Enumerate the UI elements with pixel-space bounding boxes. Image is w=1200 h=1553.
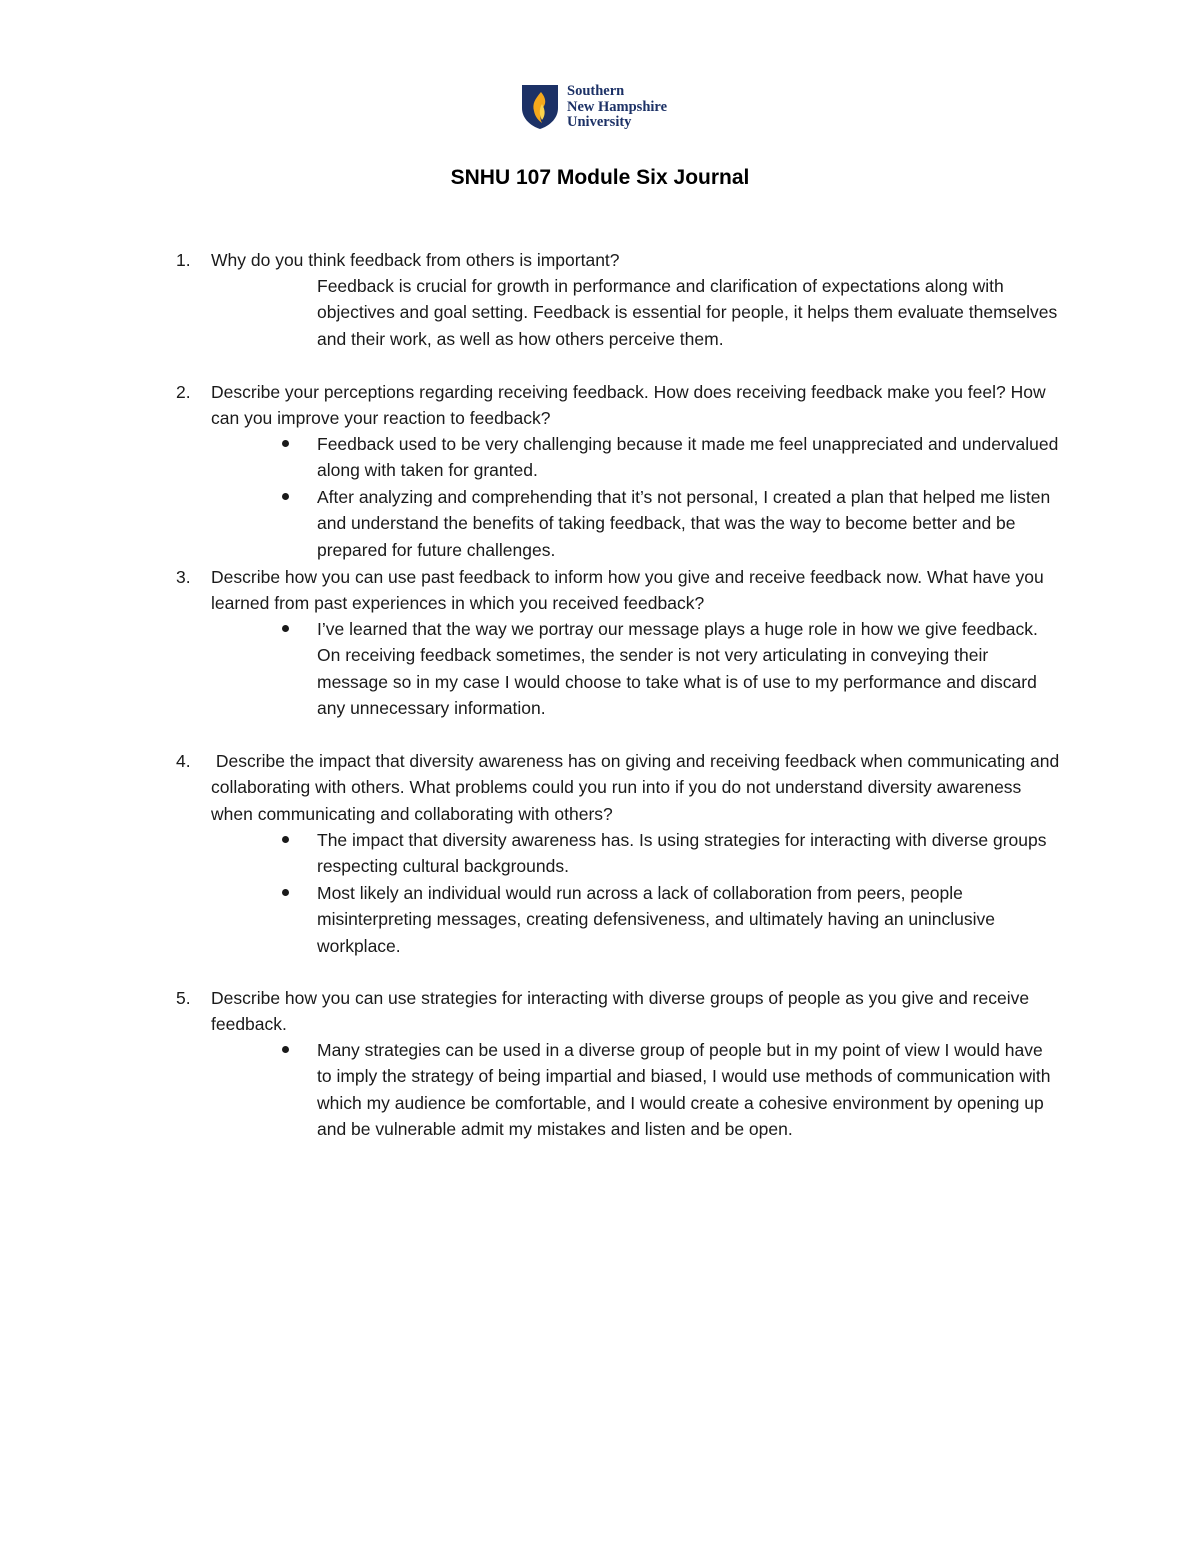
- document-title: SNHU 107 Module Six Journal: [450, 166, 750, 189]
- question-number: 1.: [176, 250, 191, 270]
- answer-bullet: The impact that diversity awareness has. Is using strategies for interacting with diverse groups respecting cultural backgrounds.: [317, 830, 1047, 877]
- question-text: Describe how you can use strategies for interacting with diverse groups of people as you give and receive feedback.: [211, 988, 1030, 1035]
- logo-line-3: University: [567, 114, 632, 130]
- question-number: 2.: [176, 382, 191, 402]
- bullet-icon: [282, 493, 289, 500]
- bullet-icon: [282, 440, 289, 447]
- question-text: Describe your perceptions regarding receiving feedback. How does receiving feedback make you feel? How can you improve your reaction to feedback?: [211, 382, 1046, 429]
- question-text: Why do you think feedback from others is important?: [211, 250, 620, 270]
- answer-bullet: Feedback used to be very challenging because it made me feel unappreciated and undervalued along with taken for granted.: [317, 434, 1059, 481]
- answer-bullet: After analyzing and comprehending that it’s not personal, I created a plan that helped me listen and understand the benefits of taking feedback, that was the way to become better and be prepared for future challenges.: [317, 487, 1051, 560]
- answer-bullet: Most likely an individual would run across a lack of collaboration from peers, people misinterpreting messages, creating defensiveness, and ultimately having an uninclusive workplace.: [317, 883, 996, 956]
- university-logo: [521, 84, 691, 132]
- question-text: Describe the impact that diversity awareness has on giving and receiving feedback when communicating and collaborating with others. What problems could you run into if you do not understand diversity awareness when communicating and collaborating with others?: [211, 751, 1065, 824]
- bullet-icon: [282, 1046, 289, 1053]
- question-number: 3.: [176, 567, 191, 587]
- question-text: Describe how you can use past feedback to inform how you give and receive feedback now. What have you learned from past experiences in which you received feedback?: [211, 567, 1044, 614]
- shield-flame-icon: [521, 84, 559, 130]
- bullet-icon: [282, 889, 289, 896]
- logo-line-2: New Hampshire: [567, 98, 668, 115]
- bullet-icon: [282, 625, 289, 632]
- question-number: 5.: [176, 988, 191, 1008]
- bullet-icon: [282, 836, 289, 843]
- question-number: 4.: [176, 751, 191, 771]
- answer-paragraph: Feedback is crucial for growth in performance and clarification of expectations along with objectives and goal setting. Feedback is essential for people, it helps them evaluate themselves and their work, as well as how others perceive them.: [317, 276, 1058, 349]
- logo-wordmark: [567, 84, 667, 131]
- answer-bullet: I’ve learned that the way we portray our message plays a huge role in how we give feedback. On receiving feedback sometimes, the sender is not very articulating in conveying their message so in my case I would choose to take what is of use to my performance and discard any unnecessary information.: [317, 619, 1038, 719]
- answer-bullet: Many strategies can be used in a diverse group of people but in my point of view I would have to imply the strategy of being impartial and biased, I would use methods of communication with which my audience be comfortable, and I would create a cohesive environment by opening up and be vulnerable admit my mistakes and listen and be open.: [317, 1040, 1051, 1140]
- logo-line-1: Southern: [567, 83, 625, 99]
